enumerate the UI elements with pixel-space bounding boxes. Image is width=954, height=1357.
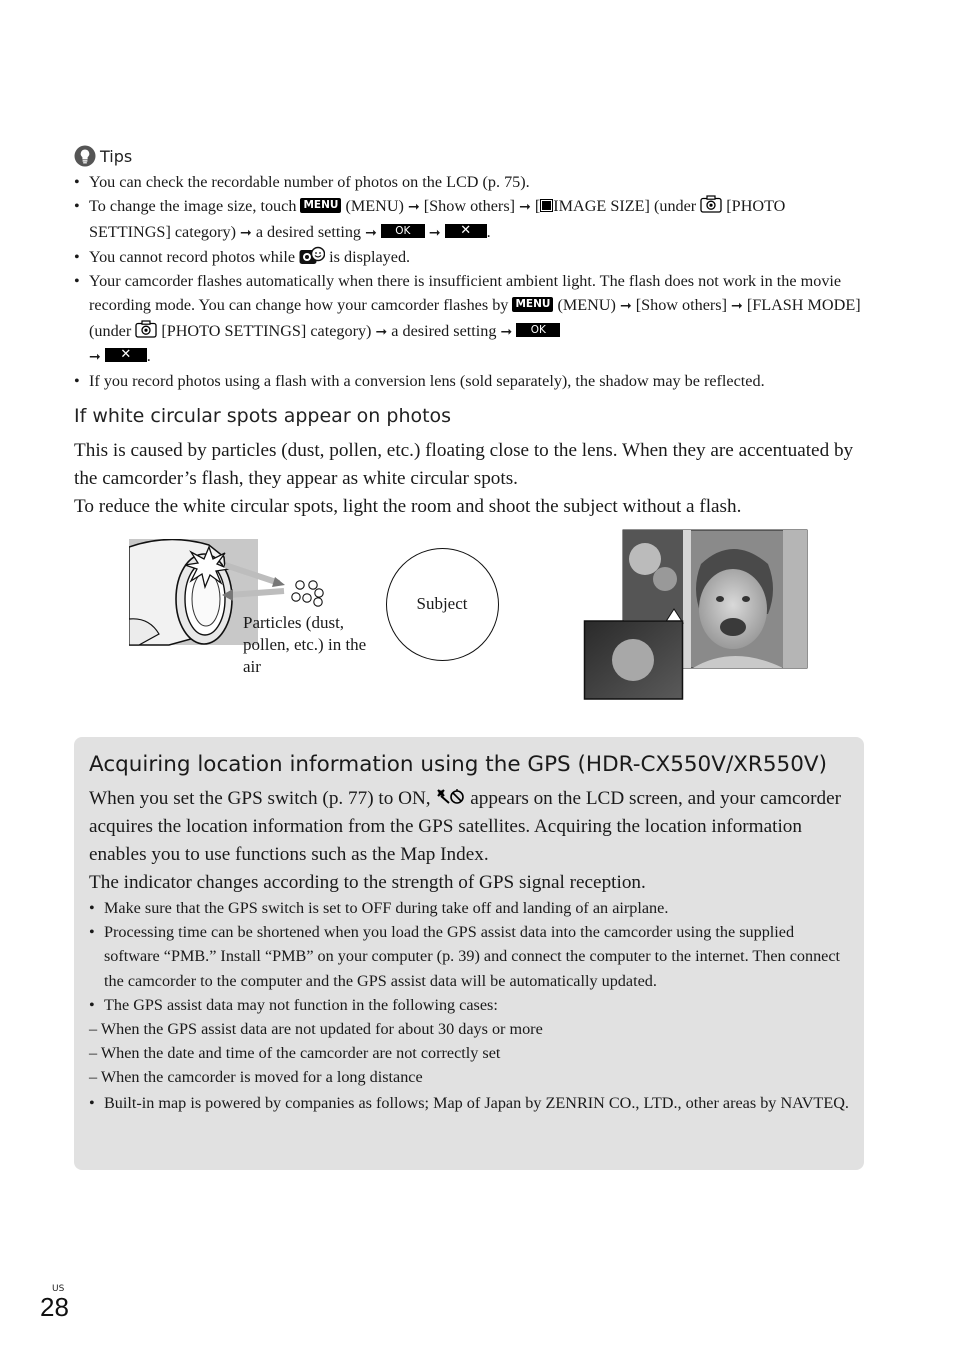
tips-item-text: a desired setting (391, 321, 497, 340)
tips-item-text: If you record photos using a flash with a conversion lens (sold separately), the shadow may be reflected. (89, 372, 765, 391)
arrow-right-icon: ➞ (240, 224, 252, 241)
arrow-right-icon: ➞ (375, 323, 388, 340)
gps-note-text: Built-in map is powered by companies as follows; Map of Japan by ZENRIN CO., LTD., other areas by NAVTEQ. (104, 1093, 849, 1112)
tips-item (74, 170, 864, 194)
arrow-right-icon: ➞ (500, 323, 513, 340)
tips-item-text: [ (534, 197, 541, 216)
tips-item (74, 369, 864, 393)
close-button: ✕ (105, 348, 147, 362)
arrow-right-icon: ➞ (365, 224, 377, 241)
gps-note-item (89, 920, 849, 993)
tips-item-text: IMAGE SIZE] (under (553, 197, 697, 216)
gps-note-subitem: – When the date and time of the camcorder are not correctly set (89, 1044, 501, 1063)
spots-heading: If white circular spots appear on photos (74, 405, 452, 427)
arrow-right-icon: ➞ (407, 199, 420, 216)
gps-note-subitem: – When the camcorder is moved for a long distance (89, 1068, 423, 1087)
gps-paragraph-text: When you set the GPS switch (p. 77) to ON, (89, 788, 431, 809)
photo-with-spot-illustration (583, 529, 809, 701)
spots-paragraph: This is caused by particles (dust, pollen, etc.) floating close to the lens. When they are accentuated by the camcorder’s flash, they appear as white circular spots. (74, 440, 854, 489)
tips-item-text: [PHOTO SETTINGS] category) (89, 197, 786, 241)
image-size-icon (540, 199, 553, 212)
gps-notes-list (89, 896, 849, 1115)
gps-paragraph-text: appears on the LCD screen, and your camcorder acquires the location information from the GPS satellites. Acquiring the location information enables you to use functions such as the Map Index. (89, 788, 842, 865)
gps-paragraph (89, 785, 849, 869)
tips-item (74, 194, 864, 245)
page-number: 28 (40, 1292, 69, 1322)
spots-paragraph: To reduce the white circular spots, light the room and shoot the subject without a flash. (74, 496, 742, 517)
tips-item (74, 269, 864, 369)
tips-item-text: [Show others] (423, 197, 516, 216)
ok-button: OK (381, 224, 425, 238)
tips-bulb-icon (74, 145, 96, 167)
tips-list (74, 170, 864, 394)
menu-button: MENU (300, 198, 341, 213)
camera-icon (700, 195, 722, 213)
camera-icon (135, 320, 157, 338)
tips-heading (74, 145, 132, 167)
arrow-right-icon: ➞ (428, 224, 441, 241)
tips-item-text: . (486, 222, 491, 241)
gps-section-title: Acquiring location information using the GPS (HDR-CX550V/XR550V) (89, 752, 827, 777)
tips-item-text: . (146, 347, 151, 366)
tips-item-text: You cannot record photos while (89, 247, 296, 266)
tips-item-text: [Show others] (635, 296, 727, 315)
gps-note-item (89, 1091, 849, 1115)
gps-note-text: Processing time can be shortened when you load the GPS assist data into the camcorder using the supplied software “PMB.” Install “PMB” on your computer (p. 39) and connect the computer to the internet. Then connect the camcorder to the computer and the GPS assist data will be automatically updated. (104, 923, 841, 990)
gps-note-item (89, 896, 849, 920)
arrow-right-icon: ➞ (519, 199, 531, 216)
gps-note-text: Make sure that the GPS switch is set to OFF during take off and landing of an airplane. (104, 899, 669, 917)
gps-paragraph: The indicator changes according to the strength of GPS signal reception. (89, 872, 646, 893)
tips-item-text: is displayed. (329, 247, 411, 266)
particles-label: Particles (dust, pollen, etc.) in the air (243, 613, 367, 676)
gps-note-item (89, 993, 849, 1090)
menu-button: MENU (512, 297, 553, 312)
gps-note-text: The GPS assist data may not function in the following cases: (104, 995, 498, 1014)
tips-item-text: To change the image size, touch (89, 197, 297, 216)
tips-item-text: (MENU) (345, 197, 404, 216)
arrow-right-icon: ➞ (89, 349, 101, 366)
page-region-label: US (52, 1284, 65, 1294)
close-button: ✕ (445, 224, 487, 238)
tips-item (74, 245, 864, 269)
tips-heading-label: Tips (100, 146, 133, 166)
gps-triangulating-icon (435, 786, 465, 806)
tips-item-text: (MENU) (557, 296, 616, 315)
tips-item-text: [PHOTO SETTINGS] category) (161, 321, 372, 340)
arrow-right-icon: ➞ (619, 298, 632, 315)
arrow-right-icon: ➞ (731, 298, 743, 315)
subject-label: Subject (416, 594, 468, 613)
smile-shutter-icon (299, 246, 325, 265)
ok-button: OK (516, 323, 560, 337)
tips-item-text: [FLASH MODE] (under (89, 296, 861, 340)
tips-item-text: You can check the recordable number of photos on the LCD (p. 75). (89, 173, 530, 191)
tips-item-text: a desired setting (255, 222, 362, 241)
gps-note-subitem: – When the GPS assist data are not updated for about 30 days or more (89, 1020, 543, 1039)
tips-item-text: Your camcorder flashes automatically when there is insufficient ambient light. The flash does not work in the movie recording mode. You can change how your camcorder flashes by (89, 272, 842, 315)
